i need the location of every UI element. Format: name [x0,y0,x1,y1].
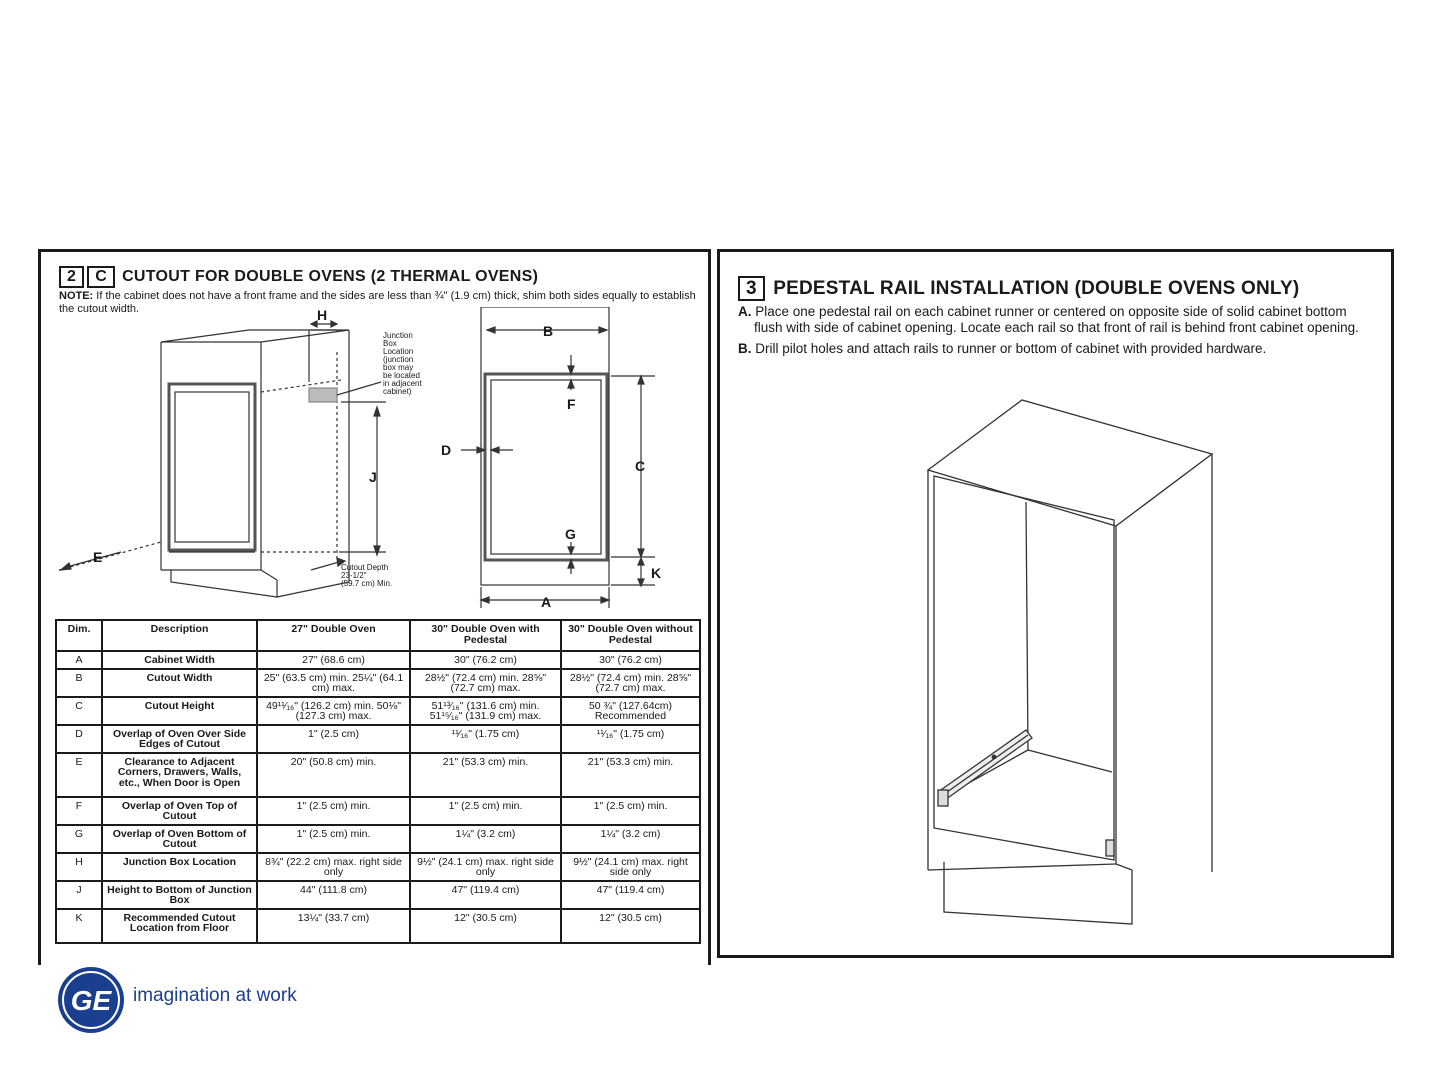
table-cell: 30" (76.2 cm) [410,651,561,669]
dimensions-table [55,619,701,944]
junction-note-line: Location [383,347,414,356]
table-cell: Overlap of Oven Top of Cutout [102,797,257,825]
depth-note-line: Cutout Depth [341,563,389,572]
table-header-row [56,620,700,651]
dim-label-b: B [543,323,554,339]
table-cell: 21" (53.3 cm) min. [410,753,561,797]
table-cell: 13¼" (33.7 cm) [257,909,410,943]
step-label: A. [738,304,752,319]
brand-tagline: imagination at work [133,985,297,1006]
junction-note-line: in adjacent [383,379,422,388]
depth-note-line: 23-1/2" [341,571,367,580]
note-text: If the cabinet does not have a front frame and the sides are less than ¾" (1.9 cm) thick, shim both sides equally to establish the cutout width. [59,290,696,315]
column-header: 27" Double Oven [257,620,410,651]
table-cell: 28½" (72.4 cm) min. 28⅝" (72.7 cm) max. [561,669,700,697]
ge-logo-icon [56,965,126,1035]
table-row [56,651,700,669]
dim-label-c: C [635,458,646,474]
section-title-text: CUTOUT FOR DOUBLE OVENS (2 THERMAL OVENS) [122,268,539,285]
table-cell: 30" (76.2 cm) [561,651,700,669]
step-letter-box: C [87,266,115,288]
table-cell: 1¼" (3.2 cm) [561,825,700,853]
dim-label-a: A [541,594,552,610]
table-row [56,725,700,753]
dim-label-h: H [317,307,328,323]
instruction-step [738,341,1378,357]
cutout-panel [38,249,711,965]
table-cell: A [56,651,102,669]
table-row [56,853,700,881]
table-cell: 47" (119.4 cm) [410,881,561,909]
column-header: Dim. [56,620,102,651]
table-cell: Overlap of Oven Over Side Edges of Cutout [102,725,257,753]
table-cell: Overlap of Oven Bottom of Cutout [102,825,257,853]
table-cell: 1¼" (3.2 cm) [410,825,561,853]
table-cell: 12" (30.5 cm) [561,909,700,943]
dim-label-f: F [567,396,576,412]
table-cell: 1" (2.5 cm) min. [257,825,410,853]
junction-box-note [383,331,422,396]
instruction-steps [738,304,1378,362]
table-cell: ¹¹⁄₁₆" (1.75 cm) [410,725,561,753]
step-text: Drill pilot holes and attach rails to runner or bottom of cabinet with provided hardware. [755,341,1267,356]
table-cell: K [56,909,102,943]
table-cell: Clearance to Adjacent Corners, Drawers, Walls, etc., When Door is Open [102,753,257,797]
dim-label-d: D [441,442,452,458]
junction-note-line: be located [383,371,420,380]
section-title [738,276,1299,301]
step-number-box: 3 [738,276,765,301]
table-cell: 50 ¾" (127.64cm) Recommended [561,697,700,725]
table-cell: 49¹¹⁄₁₆" (126.2 cm) min. 50⅛" (127.3 cm) max. [257,697,410,725]
table-cell: Recommended Cutout Location from Floor [102,909,257,943]
table-cell: 12" (30.5 cm) [410,909,561,943]
junction-note-line: (junction [383,355,414,364]
instruction-step [738,304,1378,336]
pedestal-rail-panel [717,249,1394,958]
junction-note-line: cabinet) [383,387,412,396]
step-number-box: 2 [59,266,84,288]
note-label: NOTE: [59,290,94,302]
table-cell: F [56,797,102,825]
table-cell: Junction Box Location [102,853,257,881]
table-cell: 44" (111.8 cm) [257,881,410,909]
table-cell: 28½" (72.4 cm) min. 28⅝" (72.7 cm) max. [410,669,561,697]
dim-label-e: E [93,549,103,565]
table-cell: 1" (2.5 cm) min. [410,797,561,825]
table-cell: J [56,881,102,909]
table-row [56,753,700,797]
table-cell: 51¹³⁄₁₆" (131.6 cm) min. 51¹⁵⁄₁₆" (131.9 cm) max. [410,697,561,725]
table-cell: 9½" (24.1 cm) max. right side only [410,853,561,881]
column-header: 30" Double Oven without Pedestal [561,620,700,651]
table-row [56,697,700,725]
table-cell: Cutout Height [102,697,257,725]
table-cell: D [56,725,102,753]
table-cell: C [56,697,102,725]
junction-note-line: Box [383,339,397,348]
cutout-diagram [41,307,714,617]
depth-note-line: (59.7 cm) Min. [341,579,393,588]
table-cell: E [56,753,102,797]
table-row [56,909,700,943]
column-header: 30" Double Oven with Pedestal [410,620,561,651]
table-cell: 9½" (24.1 cm) max. right side only [561,853,700,881]
table-row [56,825,700,853]
table-cell: Height to Bottom of Junction Box [102,881,257,909]
column-header: Description [102,620,257,651]
logo-text: GE [70,985,112,1016]
table-cell: 25" (63.5 cm) min. 25¼" (64.1 cm) max. [257,669,410,697]
table-row [56,881,700,909]
section-title [59,266,538,288]
step-text: Place one pedestal rail on each cabinet runner or centered on opposite side of solid cabinet bottom flush with side of cabinet opening. Locate each rail so that front of rail is behind front cabinet opening. [754,304,1359,335]
table-cell: H [56,853,102,881]
step-label: B. [738,341,752,356]
table-cell: 47" (119.4 cm) [561,881,700,909]
table-cell: 1" (2.5 cm) min. [257,797,410,825]
table-cell: 1" (2.5 cm) [257,725,410,753]
junction-note-line: Junction [383,331,413,340]
table-cell: Cabinet Width [102,651,257,669]
table-cell: B [56,669,102,697]
table-row [56,669,700,697]
section-title-text: PEDESTAL RAIL INSTALLATION (DOUBLE OVENS ONLY) [773,278,1300,299]
table-cell: 27" (68.6 cm) [257,651,410,669]
dim-label-k: K [651,565,662,581]
table-cell: 8¾" (22.2 cm) max. right side only [257,853,410,881]
table-cell: 20" (50.8 cm) min. [257,753,410,797]
cutout-depth-note [341,563,392,588]
table-cell: 21" (53.3 cm) min. [561,753,700,797]
table-cell: Cutout Width [102,669,257,697]
table-cell: ¹¹⁄₁₆" (1.75 cm) [561,725,700,753]
table-cell: G [56,825,102,853]
table-cell: 1" (2.5 cm) min. [561,797,700,825]
table-row [56,797,700,825]
junction-note-line: box may [383,363,414,372]
dim-label-g: G [565,526,576,542]
pedestal-rail-illustration [910,392,1230,932]
dim-label-j: J [369,469,377,485]
